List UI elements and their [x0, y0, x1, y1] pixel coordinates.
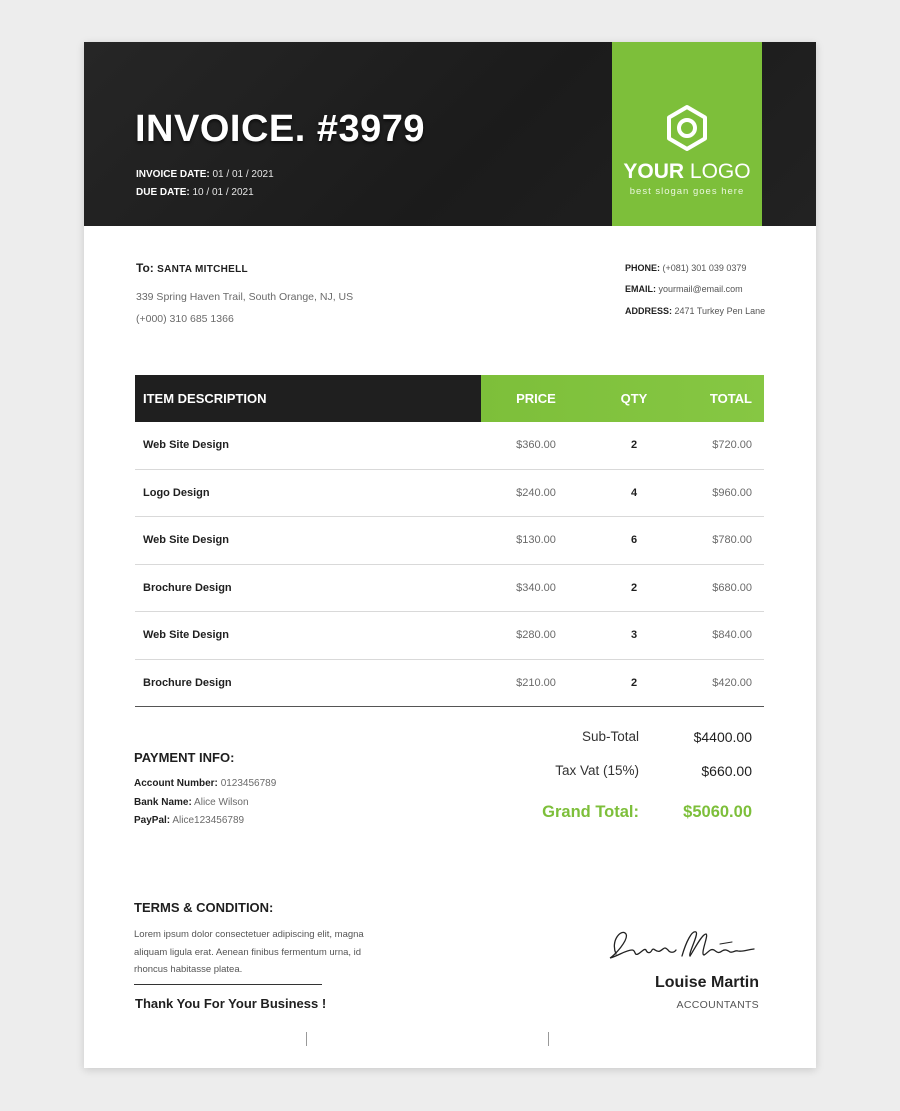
row-description: Web Site Design [143, 629, 229, 641]
payment-paypal: PayPal: Alice123456789 [134, 815, 245, 826]
row-price: $130.00 [516, 534, 556, 546]
row-description: Brochure Design [143, 581, 232, 594]
footer-tick-mark [306, 1032, 307, 1046]
table-row [135, 565, 764, 613]
tax-label: Tax Vat (15%) [555, 763, 639, 778]
row-qty: 4 [630, 486, 638, 499]
row-qty: 6 [630, 534, 638, 546]
header-price: PRICE [516, 391, 556, 406]
row-price: $280.00 [516, 629, 556, 641]
row-total: $420.00 [712, 676, 752, 689]
table-header [135, 375, 764, 422]
table-row [135, 422, 764, 470]
table-row [135, 612, 764, 660]
bill-to: To: SANTA MITCHELL [136, 261, 248, 275]
contact-address: ADDRESS: 2471 Turkey Pen Lane [625, 306, 766, 316]
contact-email: EMAIL: yourmail@email.com [625, 284, 743, 294]
items-table [135, 375, 764, 707]
row-total: $840.00 [712, 629, 752, 641]
logo-box [612, 42, 762, 226]
row-qty: 2 [630, 676, 638, 689]
hexagon-ring-icon [665, 104, 709, 152]
row-qty: 3 [630, 629, 638, 641]
terms-divider [134, 984, 322, 985]
terms-text: Lorem ipsum dolor consectetuer adipiscing elit, magna aliquam ligula erat. Aenean finibus fermentum urna, id rhoncus habitasse platea. [134, 929, 364, 975]
row-price: $340.00 [516, 581, 556, 594]
header-total: TOTAL [709, 391, 752, 406]
header-qty: QTY [620, 391, 648, 406]
row-total: $780.00 [712, 534, 752, 546]
payment-info-title: PAYMENT INFO: [134, 750, 235, 765]
bill-to-address: 339 Spring Haven Trail, South Orange, NJ, US [136, 291, 354, 303]
row-total: $960.00 [712, 486, 752, 499]
table-row [135, 660, 764, 708]
payment-bank: Bank Name: Alice Wilson [134, 797, 249, 808]
grand-total-label: Grand Total: [542, 803, 639, 821]
due-date: DUE DATE: 10 / 01 / 2021 [136, 187, 254, 198]
row-description: Web Site Design [143, 439, 229, 451]
row-price: $210.00 [516, 676, 556, 689]
row-total: $720.00 [712, 439, 752, 451]
signature-image [604, 920, 764, 968]
payment-account: Account Number: 0123456789 [134, 778, 277, 789]
bill-to-phone: (+000) 310 685 1366 [136, 313, 234, 325]
terms-title: TERMS & CONDITION: [134, 900, 274, 915]
row-price: $360.00 [516, 439, 556, 451]
contact-phone: PHONE: (+081) 301 039 0379 [625, 263, 747, 273]
subtotal-value: $4400.00 [693, 729, 752, 745]
invoice-title: INVOICE. #3979 [135, 108, 426, 150]
thank-you-note: Thank You For Your Business ! [135, 996, 327, 1011]
table-row [135, 517, 764, 565]
grand-total-value: $5060.00 [683, 803, 752, 821]
table-row [135, 470, 764, 518]
tax-value: $660.00 [701, 763, 752, 779]
bill-to-name: SANTA MITCHELL [157, 264, 248, 275]
row-qty: 2 [630, 581, 638, 594]
subtotal-label: Sub-Total [581, 729, 639, 744]
row-price: $240.00 [516, 486, 556, 499]
invoice-page [84, 42, 816, 1068]
row-description: Web Site Design [143, 534, 229, 546]
invoice-dates [136, 166, 274, 202]
footer-tick-mark [548, 1032, 549, 1046]
row-description: Logo Design [143, 486, 210, 499]
signer-role: ACCOUNTANTS [676, 999, 759, 1011]
logo-slogan: best slogan goes here [629, 186, 745, 197]
row-qty: 2 [630, 439, 638, 451]
header-description: ITEM DESCRIPTION [135, 375, 481, 422]
row-description: Brochure Design [143, 676, 232, 689]
signer-name: Louise Martin [654, 974, 759, 991]
invoice-date: INVOICE DATE: 01 / 01 / 2021 [136, 169, 274, 180]
invoice-header [84, 42, 816, 226]
logo-text: YOUR LOGO [623, 160, 751, 183]
row-total: $680.00 [712, 581, 752, 594]
